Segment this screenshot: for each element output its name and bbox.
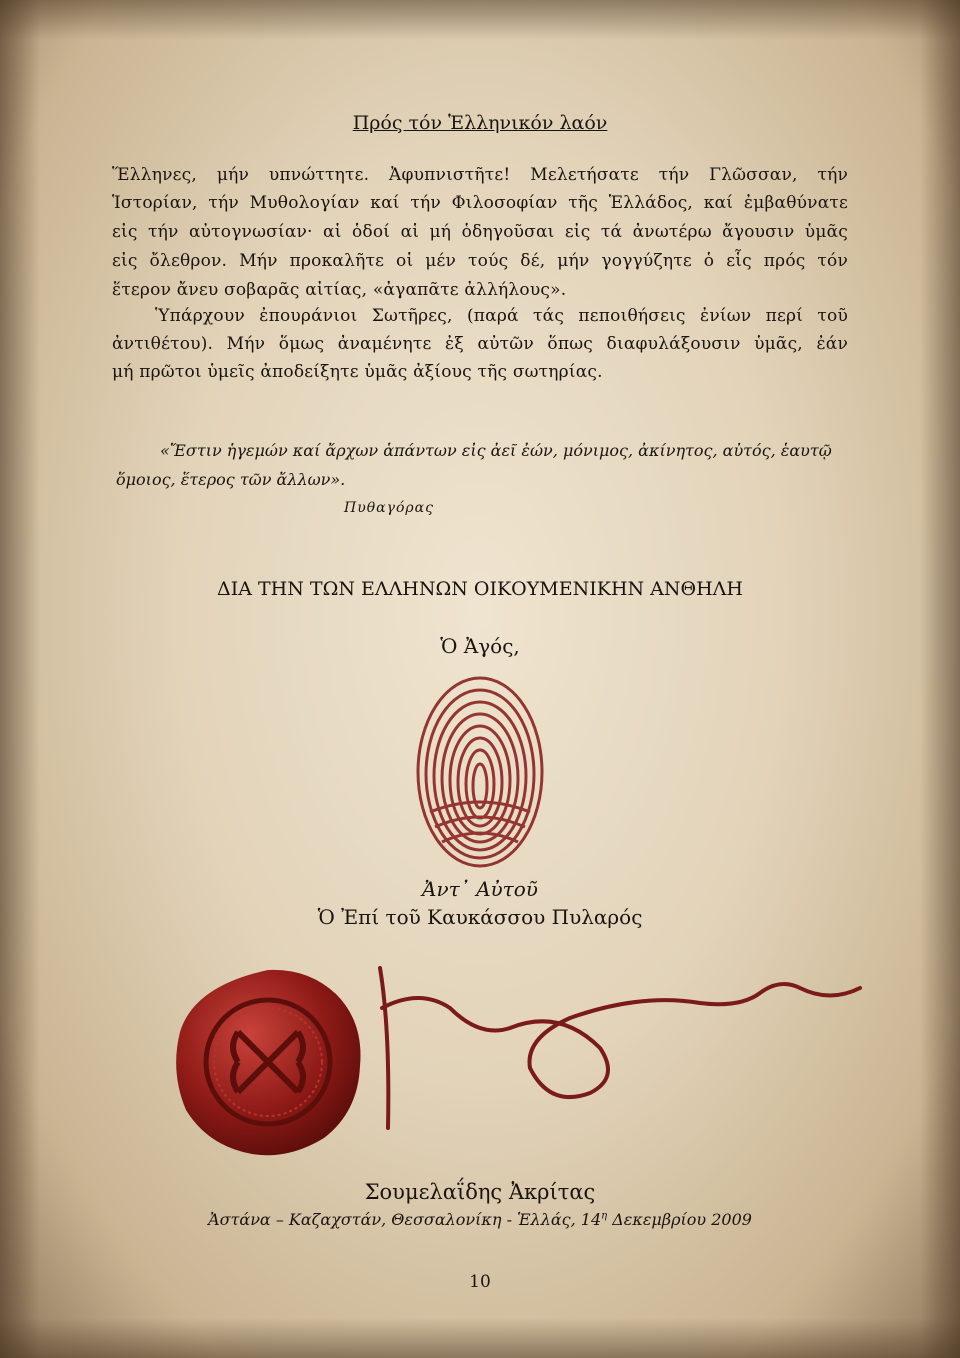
quote-author: Πυθαγόρας bbox=[344, 500, 434, 516]
fingerprint-icon bbox=[410, 672, 550, 872]
body-line: μή πρῶτοι ὑμεῖς ἀποδείξητε ὑμᾶς ἀξίους τῆς σωτηρίας. bbox=[112, 362, 603, 382]
paper-edge-right bbox=[920, 0, 960, 1358]
office-title: Ὁ Ἐπί τοῦ Καυκάσσου Πυλαρός bbox=[317, 905, 643, 929]
document-title: Πρός τόν Ἑλληνικόν λαόν bbox=[352, 112, 608, 134]
signer-name: Σουμελαΐδης Ἀκρίτας bbox=[364, 1180, 596, 1204]
body-line: Ἕλληνες, μήν υπνώττητε. Ἀφυπνιστῆτε! Μελετήσατε τήν Γλῶσσαν, τήν bbox=[112, 165, 848, 185]
body-line: ἕτερον ἄνευ σοβαρᾶς αἰτίας, «ἀγαπᾶτε ἀλλήλους». bbox=[112, 280, 567, 300]
on-behalf-label: Ἀντ᾽ Αὐτοῦ bbox=[422, 877, 538, 901]
place-date-suffix: Δεκεμβρίου 2009 bbox=[607, 1210, 752, 1229]
place-date-sup: η bbox=[601, 1210, 608, 1222]
page-number: 10 bbox=[469, 1272, 491, 1292]
paper-edge-bottom bbox=[0, 1318, 960, 1358]
paper-edge-top bbox=[0, 0, 960, 40]
body-line: Ἱστορίαν, τήν Μυθολογίαν καί τήν Φιλοσοφίαν τῆς Ἑλλάδος, καί ἐμβαθύνατε bbox=[112, 193, 848, 213]
body-line: ἀντιθέτου). Μήν ὅμως ἀναμένητε ἐξ αὐτῶν ὅπως διαφυλάξουσιν ὑμᾶς, ἐάν bbox=[112, 334, 848, 354]
quote-line: ὅμοιος, ἕτερος τῶν ἄλλων». bbox=[116, 470, 346, 489]
place-date-prefix: Ἀστάνα – Καζαχστάν, Θεσσαλονίκη - Ἑλλάς, 14 bbox=[208, 1210, 602, 1229]
quote-line: «Ἔστιν ἡγεμών καί ἄρχων ἁπάντων εἰς ἀεῖ ἐών, μόνιμος, ἀκίνητος, αὐτός, ἑαυτῷ bbox=[160, 441, 832, 460]
signature-icon bbox=[360, 958, 880, 1138]
section-heading: ΔΙΑ ΤΗΝ ΤΩΝ ΕΛΛΗΝΩΝ ΟΙΚΟΥΜΕΝΙΚΗΝ ΑΝΘΗΛΗ bbox=[217, 578, 743, 600]
salutation: Ὁ Ἀγός, bbox=[440, 634, 520, 658]
place-date bbox=[0, 1210, 960, 1229]
paper-edge-left bbox=[0, 0, 40, 1358]
body-line: εἰς τήν αὐτογνωσίαν· αἱ ὁδοί αἱ μή ὁδηγοῦσαι εἰς τά ἀνωτέρω ἄγουσιν ὑμᾶς bbox=[112, 222, 848, 242]
body-line: Ὑπάρχουν ἐπουράνιοι Σωτῆρες, (παρά τάς πεποιθήσεις ἐνίων περί τοῦ bbox=[155, 306, 848, 326]
wax-seal-icon bbox=[168, 962, 368, 1162]
body-line: εἰς ὄλεθρον. Μήν προκαλῆτε οἱ μέν τούς δέ, μήν γογγύζητε ὁ εἷς πρός τόν bbox=[112, 251, 848, 271]
